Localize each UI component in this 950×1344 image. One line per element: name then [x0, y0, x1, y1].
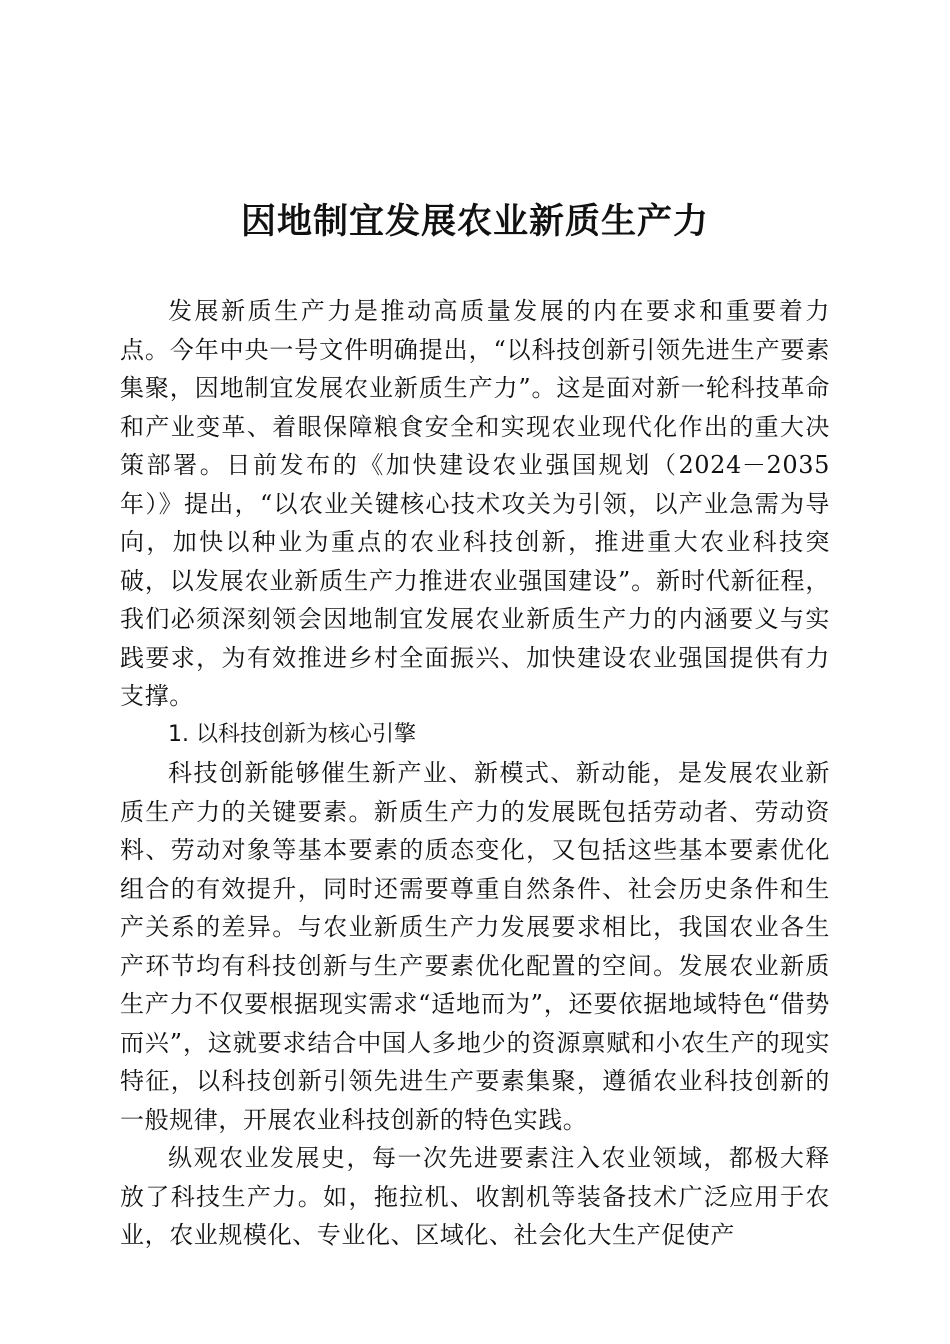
section-paragraph: 纵观农业发展史，每一次先进要素注入农业领域，都极大释放了科技生产力。如，拖拉机、收割机等装备技术广泛应用于农业，农业规模化、专业化、区域化、社会化大生产促使产 — [120, 1144, 830, 1249]
section-heading: 1. 以科技创新为核心引擎 — [168, 721, 416, 747]
document-body — [120, 292, 830, 1255]
document-title: 因地制宜发展农业新质生产力 — [240, 201, 709, 242]
intro-paragraph: 发展新质生产力是推动高质量发展的内在要求和重要着力点。今年中央一号文件明确提出，“以科技创新引领先进生产要素集聚，因地制宜发展农业新质生产力”。这是面对新一轮科技革命和产业变革、着眼保障粮食安全和实现农业现代化作出的重大决策部署。日前发布的《加快建设农业强国规划（2024－2035年）》提出，“以农业关键核心技术攻关为引领，以产业急需为导向，加快以种业为重点的农业科技创新，推进重大农业科技突破，以发展农业新质生产力推进农业强国建设”。新时代新征程，我们必须深刻领会因地制宜发展农业新质生产力的内涵要义与实践要求，为有效推进乡村全面振兴、加快建设农业强国提供有力支撑。 — [120, 297, 830, 710]
section-paragraph: 科技创新能够催生新产业、新模式、新动能，是发展农业新质生产力的关键要素。新质生产力的发展既包括劳动者、劳动资料、劳动对象等基本要素的质态变化，又包括这些基本要素优化组合的有效提升，同时还需要尊重自然条件、社会历史条件和生产关系的差异。与农业新质生产力发展要求相比，我国农业各生产环节均有科技创新与生产要素优化配置的空间。发展农业新质生产力不仅要根据现实需求“适地而为”，还要依据地域特色“借势而兴”，这就要求结合中国人多地少的资源禀赋和小农生产的现实特征，以科技创新引领先进生产要素集聚，遵循农业科技创新的一般规律，开展农业科技创新的特色实践。 — [120, 759, 830, 1134]
